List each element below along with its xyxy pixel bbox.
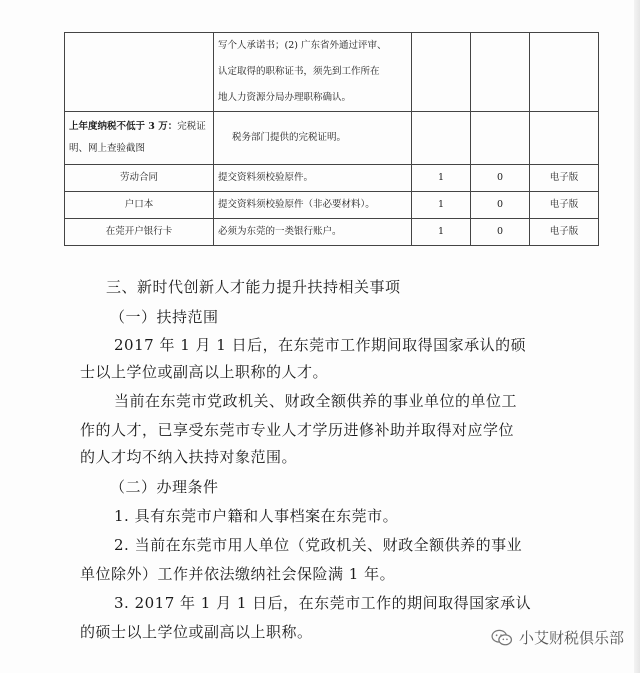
paragraph-line: 的人才均不纳入扶持对象范围。 xyxy=(80,448,298,466)
table-cell xyxy=(412,33,471,112)
table-cell: 户口本 xyxy=(65,192,214,219)
watermark xyxy=(491,627,624,648)
condition-item: 3. 2017 年 1 月 1 日后，在东莞市工作的期间取得国家承认 xyxy=(114,594,532,612)
table-cell: 电子版 xyxy=(530,165,599,192)
page-edge-shadow xyxy=(634,0,640,673)
cell-line: 地人力资源分局办理职称确认。 xyxy=(218,92,352,103)
section-heading: 三、新时代创新人才能力提升扶持相关事项 xyxy=(106,278,401,296)
cell-line: 认定取得的职称证书，须先到工作所在 xyxy=(218,66,380,77)
table-cell: 1 xyxy=(412,165,471,192)
table-cell xyxy=(65,33,214,112)
table-row xyxy=(65,33,599,112)
table-cell: 电子版 xyxy=(530,192,599,219)
table-row xyxy=(65,219,599,246)
paragraph-line: 作的人才，已享受东莞市专业人才学历进修补助并取得对应学位 xyxy=(80,421,515,439)
table-cell xyxy=(214,33,412,112)
table-cell: 0 xyxy=(471,219,530,246)
table-cell: 0 xyxy=(471,192,530,219)
watermark-text: 小艾财税俱乐部 xyxy=(518,629,624,647)
table-row xyxy=(65,112,599,165)
table-cell: 提交资料须校验原件（非必要材料）。 xyxy=(214,192,412,219)
table-cell: 税务部门提供的完税证明。 xyxy=(214,112,412,165)
condition-item: 单位除外）工作并依法缴纳社会保险满 1 年。 xyxy=(80,565,396,583)
wechat-icon xyxy=(491,629,513,647)
paragraph-line: 士以上学位或副高以上职称的人才。 xyxy=(80,363,329,381)
table-cell xyxy=(530,33,599,112)
table-cell: 0 xyxy=(471,165,530,192)
table-cell xyxy=(471,33,530,112)
table-cell: 1 xyxy=(412,219,471,246)
condition-item: 2. 当前在东莞市用人单位（党政机关、财政全额供养的事业 xyxy=(114,536,523,554)
condition-item: 1. 具有东莞市户籍和人事档案在东莞市。 xyxy=(114,507,399,525)
paragraph-line: 2017 年 1 月 1 日后，在东莞市工作期间取得国家承认的硕 xyxy=(114,336,527,354)
materials-table xyxy=(64,32,599,246)
subsection-heading: （一）扶持范围 xyxy=(110,308,219,326)
table-cell: 提交资料须校验原件。 xyxy=(214,165,412,192)
cell-line: 写个人承诺书；(2) 广东省外通过评审、 xyxy=(218,40,387,51)
table-row xyxy=(65,165,599,192)
table-row xyxy=(65,192,599,219)
table-cell xyxy=(530,112,599,165)
paragraph-line: 当前在东莞市党政机关、财政全额供养的事业单位的单位工 xyxy=(114,392,518,410)
table-cell: 必须为东莞的一类银行账户。 xyxy=(214,219,412,246)
condition-item: 的硕士以上学位或副高以上职称。 xyxy=(80,623,313,641)
table-cell xyxy=(471,112,530,165)
cell-text: 完税证 xyxy=(177,121,206,132)
table-cell: 1 xyxy=(412,192,471,219)
table-cell: 劳动合同 xyxy=(65,165,214,192)
cell-line: 明、网上查验截图 xyxy=(69,143,146,154)
table-cell xyxy=(412,112,471,165)
table-cell: 在莞开户银行卡 xyxy=(65,219,214,246)
tax-requirement: 上年度纳税不低于 3 万： xyxy=(69,121,178,132)
table-cell xyxy=(65,112,214,165)
table-cell: 电子版 xyxy=(530,219,599,246)
subsection-heading: （二）办理条件 xyxy=(110,478,219,496)
